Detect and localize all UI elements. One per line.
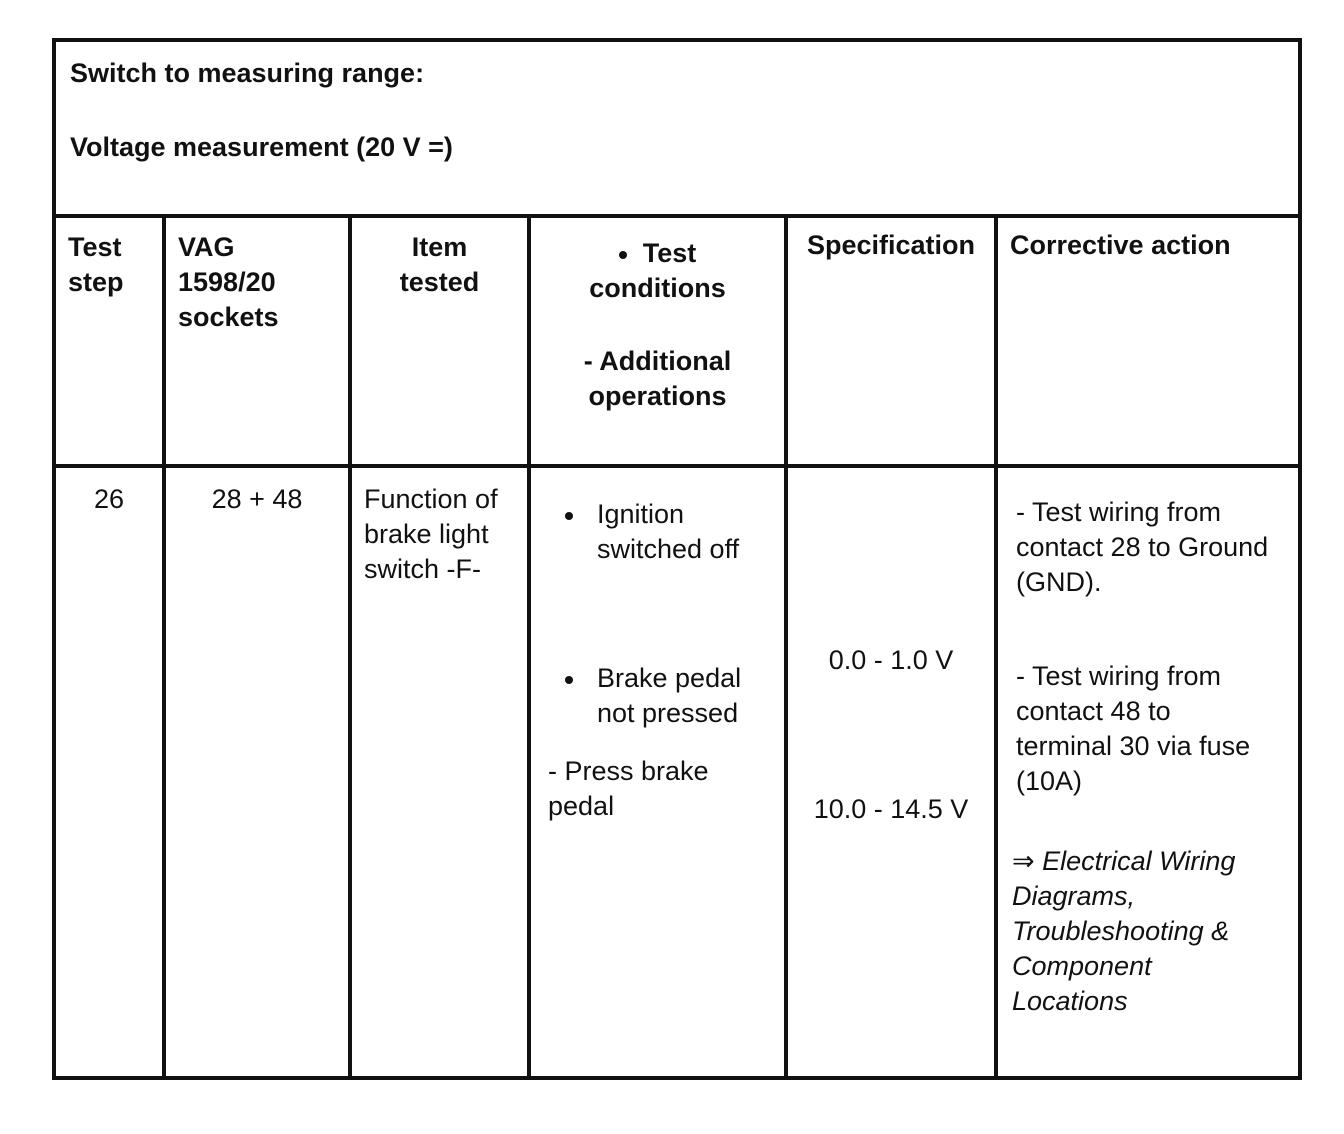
bullet-icon bbox=[565, 676, 573, 684]
test-step-value: 26 bbox=[93, 484, 125, 514]
row-divider bbox=[56, 464, 1298, 468]
spec-value-2: 10.0 - 14.5 V bbox=[813, 794, 969, 824]
bullet-icon bbox=[619, 251, 627, 259]
col-header-item-tested: Item tested bbox=[399, 232, 480, 297]
test-table bbox=[52, 38, 1302, 1080]
arrow-right-icon: ⇒ bbox=[1012, 846, 1035, 876]
col-header-test-conditions: Test conditions - Additional operations bbox=[583, 238, 732, 411]
col-header-test-step: Test step bbox=[68, 232, 124, 297]
col-header-sockets: VAG 1598/20 sockets bbox=[178, 232, 279, 332]
spec-value-1: 0.0 - 1.0 V bbox=[828, 645, 954, 675]
corrective-action-2: - Test wiring from contact 48 to terminal 30 via fuse (10A) bbox=[1016, 661, 1251, 796]
measuring-range-header bbox=[56, 42, 1298, 218]
condition-brake-pedal: Brake pedal not pressed bbox=[597, 663, 742, 728]
column-divider bbox=[994, 214, 998, 1076]
sockets-value: 28 + 48 bbox=[211, 484, 303, 514]
col-header-corrective-action: Corrective action bbox=[1010, 230, 1231, 260]
wiring-diagrams-reference[interactable]: ⇒ Electrical Wiring Diagrams, Troubleshooting & Component Locations bbox=[1012, 846, 1236, 1016]
corrective-action-1: - Test wiring from contact 28 to Ground (GND). bbox=[1016, 497, 1269, 597]
voltage-measurement-label: Voltage measurement (20 V =) bbox=[70, 132, 453, 162]
col-header-specification: Specification bbox=[806, 230, 976, 260]
measuring-range-title: Switch to measuring range: bbox=[70, 58, 425, 88]
bullet-icon bbox=[565, 512, 573, 520]
condition-ignition: Ignition switched off bbox=[597, 499, 740, 564]
item-tested-value: Function of brake light switch -F- bbox=[364, 484, 498, 584]
operation-press-brake: - Press brake pedal bbox=[548, 756, 709, 821]
column-divider bbox=[348, 214, 352, 1076]
column-divider bbox=[162, 214, 166, 1076]
